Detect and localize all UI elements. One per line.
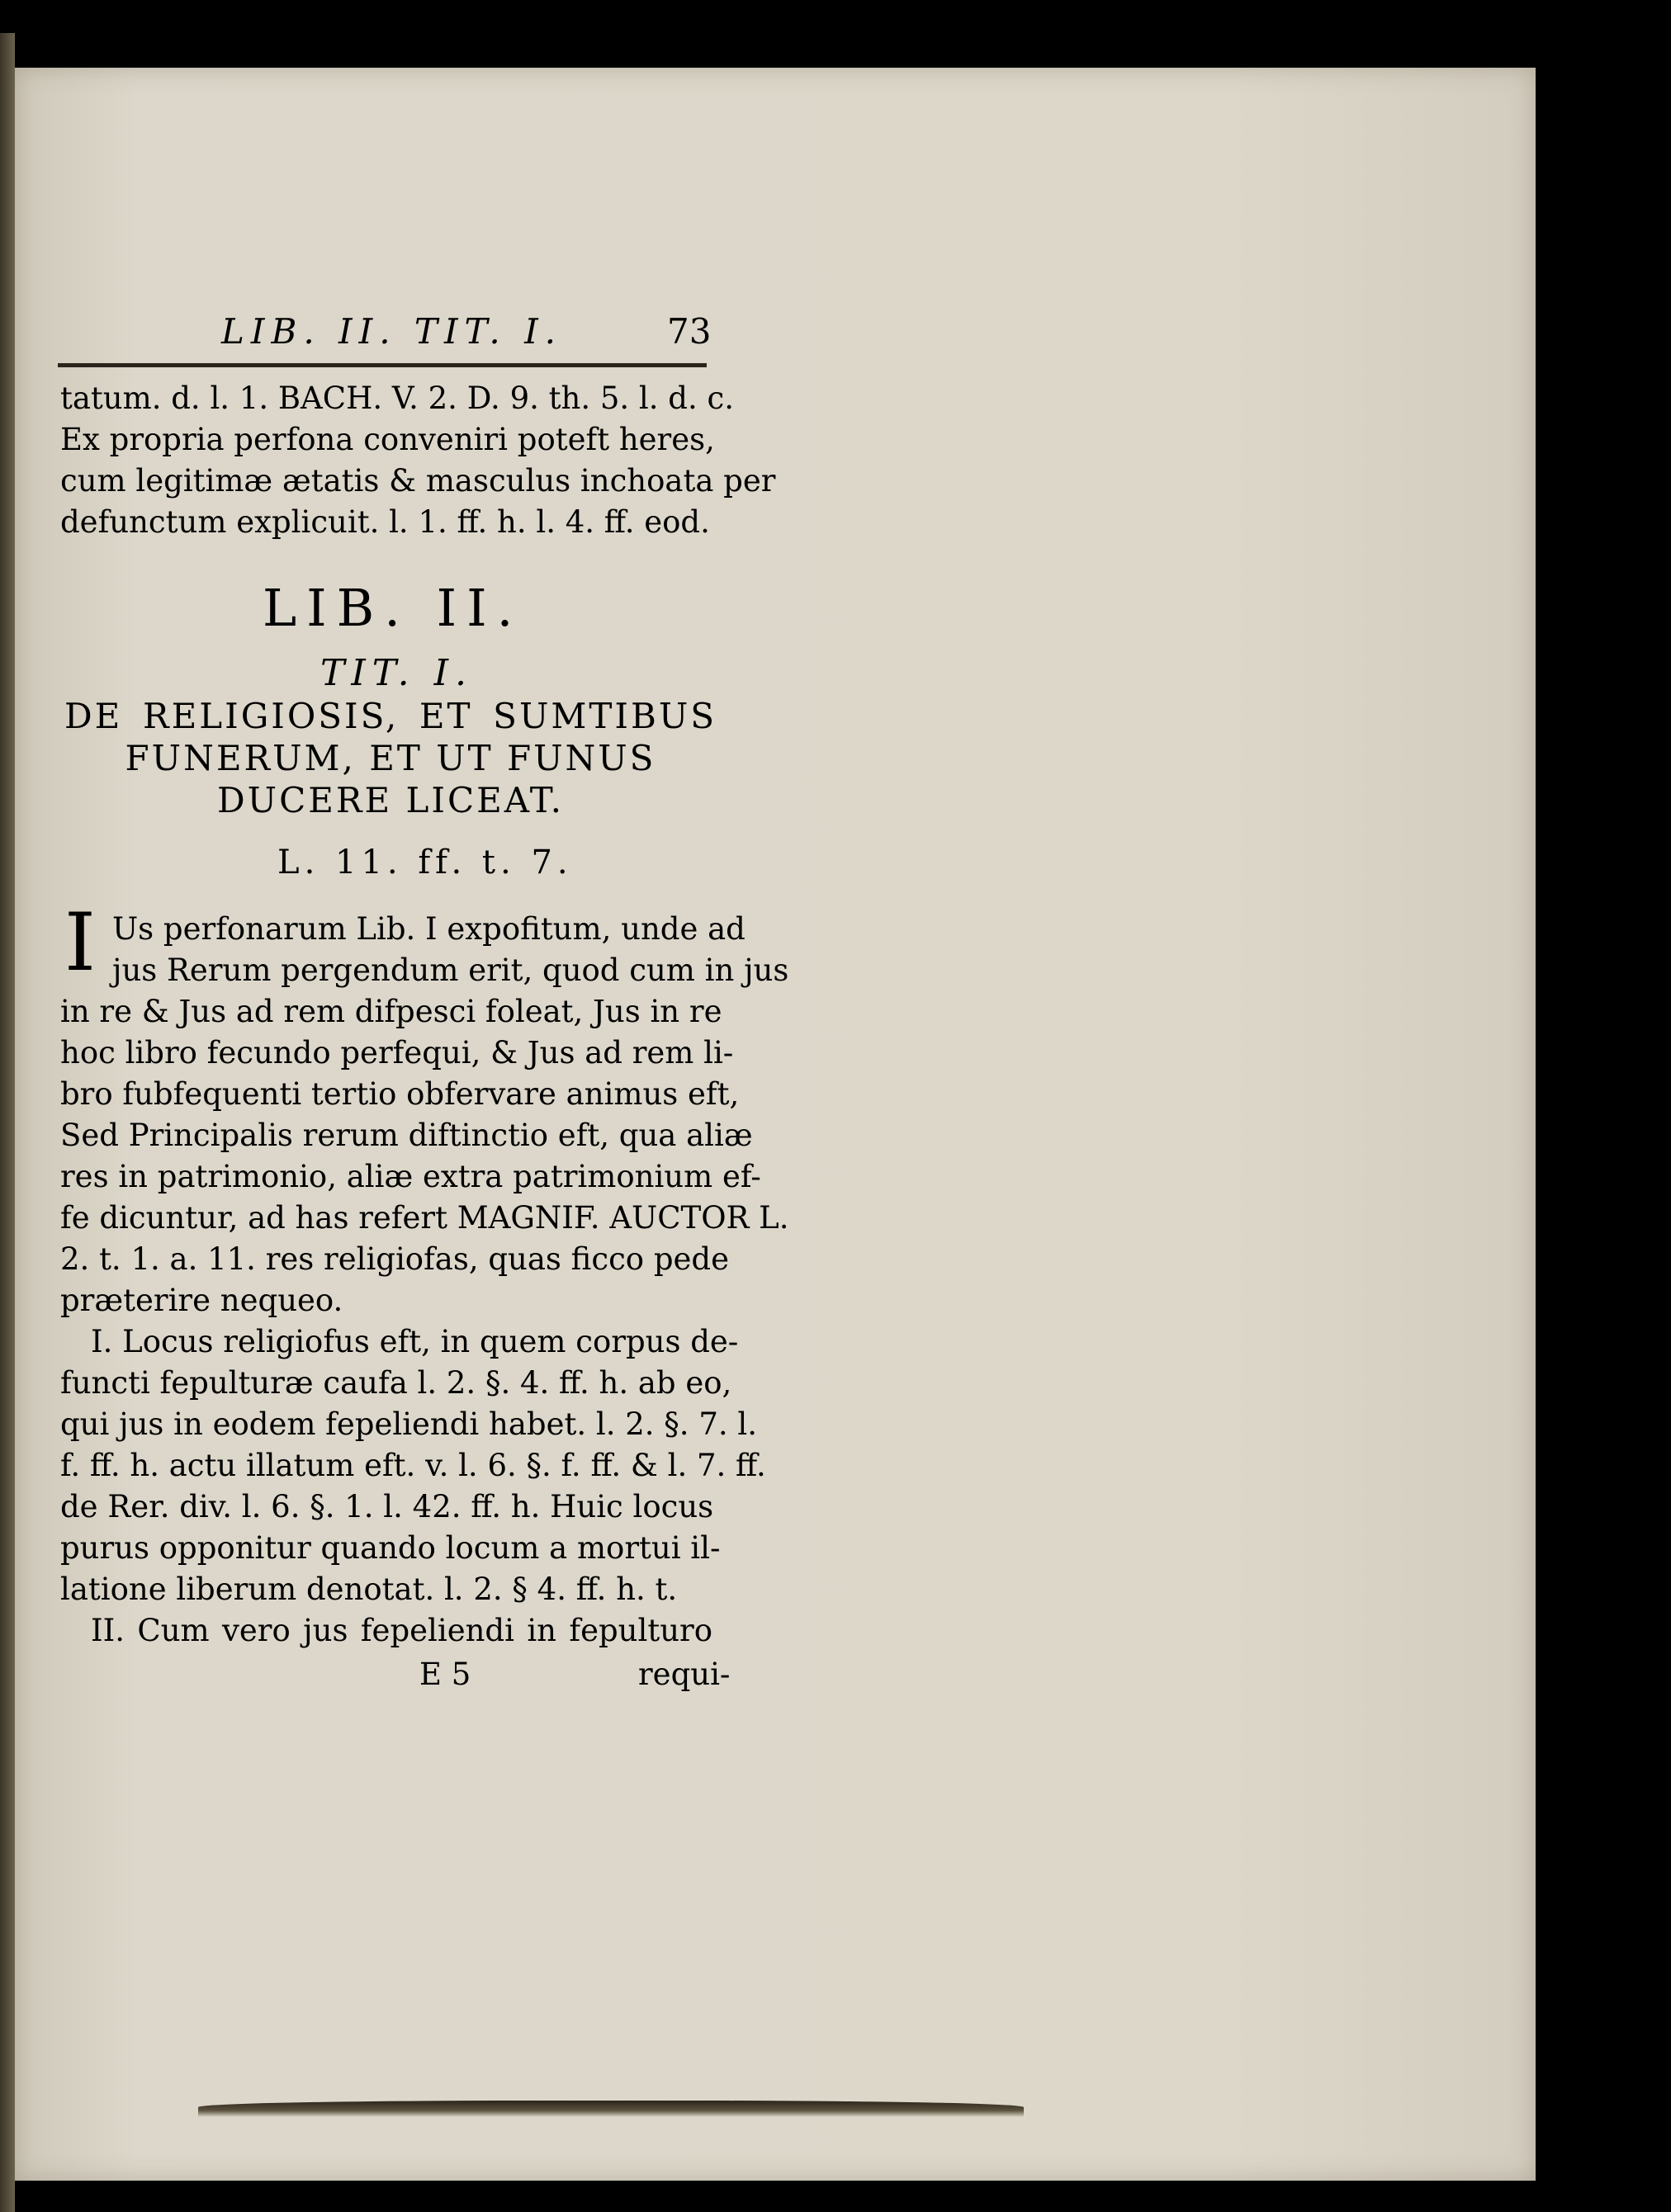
body-line: fe dicuntur, ad has refert MAGNIF. AUCTOR L.	[60, 1200, 789, 1236]
page-bottom-shadow	[198, 2101, 1024, 2117]
body-line: f. ff. h. actu illatum eft. v. l. 6. §. f. ff. & l. 7. ff.	[60, 1448, 766, 1483]
body-line: qui jus in eodem fepeliendi habet. l. 2. §. 7. l.	[60, 1406, 757, 1442]
body-line: purus opponitur quando locum a mortui il-	[60, 1530, 721, 1566]
body-line: bro fubfequenti tertio obfervare animus eft,	[60, 1076, 740, 1112]
top-line: tatum. d. l. 1. BACH. V. 2. D. 9. th. 5. l. d. c.	[60, 380, 734, 416]
page-number: 73	[667, 311, 712, 352]
title-heading: TIT. I.	[320, 652, 473, 694]
signature-mark: E 5	[419, 1657, 471, 1692]
top-line: cum legitimæ ætatis & masculus inchoata per	[60, 463, 776, 499]
drop-cap: I	[64, 896, 96, 989]
chapter-title-line: DE RELIGIOSIS, ET SUMTIBUS	[64, 696, 717, 736]
book-page	[15, 68, 1536, 2181]
body-line: 2. t. 1. a. 11. res religiofas, quas ficco pede	[60, 1241, 729, 1277]
top-line: Ex propria perfona conveniri poteft heres,	[60, 422, 715, 457]
body-line: hoc libro fecundo perfequi, & Jus ad rem li-	[60, 1035, 734, 1071]
body-line: functi fepulturæ caufa l. 2. §. 4. ff. h. ab eo,	[60, 1365, 732, 1401]
chapter-title-line: FUNERUM, ET UT FUNUS	[125, 738, 656, 778]
book-heading: LIB. II.	[263, 578, 523, 638]
book-spine-edge	[0, 33, 15, 2212]
body-line: Sed Principalis rerum diftinctio eft, qua aliæ	[60, 1118, 753, 1153]
header-rule	[58, 363, 707, 367]
top-line: defunctum explicuit. l. 1. ff. h. l. 4. ff. eod.	[60, 504, 710, 540]
body-line: præterire nequeo.	[60, 1283, 343, 1318]
body-line: I. Locus religiofus eft, in quem corpus de-	[91, 1324, 739, 1359]
running-head	[221, 311, 717, 352]
body-line: II. Cum vero jus fepeliendi in fepulturo	[91, 1613, 712, 1648]
body-line: in re & Jus ad rem difpesci foleat, Jus in re	[60, 994, 722, 1029]
chapter-title-line: DUCERE LICEAT.	[217, 780, 564, 820]
body-line: latione liberum denotat. l. 2. § 4. ff. h. t.	[60, 1572, 678, 1607]
body-line: jus Rerum pergendum erit, quod cum in jus	[112, 952, 789, 988]
body-line: res in patrimonio, aliæ extra patrimonium ef-	[60, 1159, 761, 1194]
chapter-title	[64, 695, 717, 821]
body-line: Us perfonarum Lib. I expofitum, unde ad	[112, 911, 746, 947]
chapter-reference: L. 11. ff. t. 7.	[277, 844, 573, 881]
running-head-title: LIB. II. TIT. I.	[221, 311, 563, 352]
catchword: requi-	[638, 1657, 731, 1692]
body-line: de Rer. div. l. 6. §. 1. l. 42. ff. h. Huic locus	[60, 1489, 714, 1524]
